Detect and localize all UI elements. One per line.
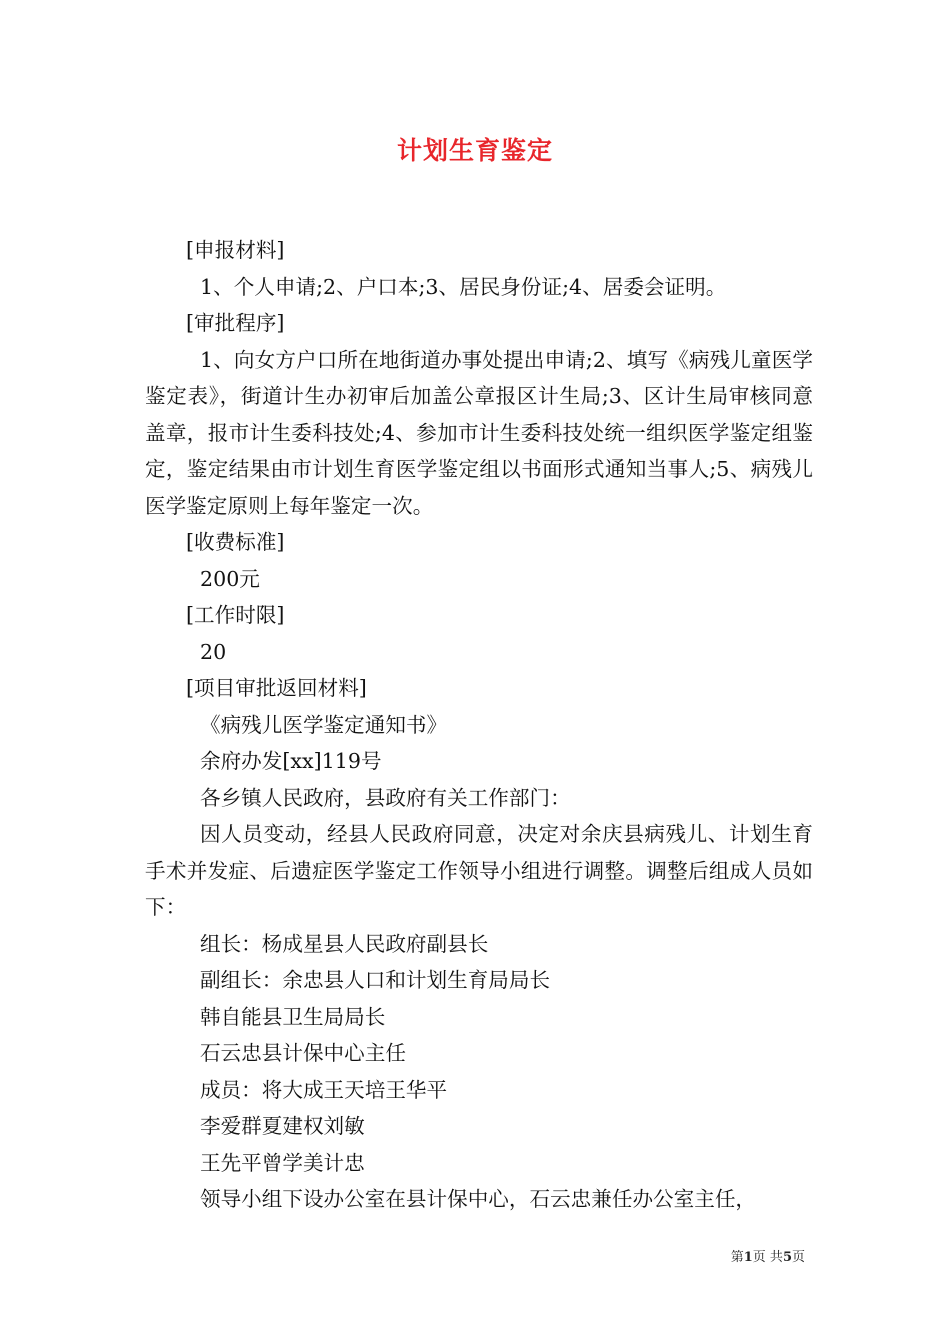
deputy-line-2: 韩自能县卫生局局长 bbox=[200, 1004, 386, 1029]
return-materials-value: 《病残儿医学鉴定通知书》 bbox=[200, 712, 448, 737]
leader-line: 组长：杨成星县人民政府副县长 bbox=[200, 931, 489, 956]
fee-value: 200元 bbox=[200, 566, 260, 591]
time-limit-value: 20 bbox=[200, 639, 227, 664]
members-line-3: 王先平曾学美计忠 bbox=[200, 1150, 365, 1175]
deputy-line-1: 副组长：余忠县人口和计划生育局局长 bbox=[200, 968, 551, 992]
footer-total-pages: 5 bbox=[782, 1250, 792, 1265]
section-heading-time-limit: [工作时限] bbox=[186, 603, 285, 627]
section-heading-fee: [收费标准] bbox=[186, 530, 285, 554]
section-heading-materials: [申报材料] bbox=[186, 238, 285, 262]
footer-page-number: 1 bbox=[743, 1250, 753, 1265]
deputy-line-3: 石云忠县计保中心主任 bbox=[200, 1041, 406, 1065]
document-body bbox=[145, 232, 813, 1218]
notice-body: 因人员变动，经县人民政府同意，决定对余庆县病残儿、计划生育手术并发症、后遗症医学鉴定工作领导小组进行调整。调整后组成人员如下： bbox=[145, 822, 813, 919]
footer-middle: 页 共 bbox=[752, 1250, 783, 1265]
footer-suffix: 页 bbox=[791, 1250, 805, 1265]
procedure-text: 1、向女方户口所在地街道办事处提出申请;2、填写《病残儿童医学鉴定表》，街道计生办初审后加盖公章报区计生局;3、区计生局审核同意盖章，报市计生委科技处;4、参加市计生委科技处统一组织医学鉴定组鉴定，鉴定结果由市计划生育医学鉴定组以书面形式通知当事人;5、病残儿医学鉴定原则上每年鉴定一次。 bbox=[145, 347, 813, 518]
footer-prefix: 第 bbox=[730, 1250, 744, 1265]
notice-recipients: 各乡镇人民政府，县政府有关工作部门： bbox=[200, 785, 571, 810]
section-heading-procedure: [审批程序] bbox=[186, 311, 285, 335]
page-footer bbox=[731, 1246, 805, 1265]
office-line: 领导小组下设办公室在县计保中心，石云忠兼任办公室主任， bbox=[200, 1187, 757, 1211]
notice-doc-number: 余府办发[xx]119号 bbox=[200, 749, 382, 773]
document-title: 计划生育鉴定 bbox=[396, 136, 553, 165]
members-line-2: 李爱群夏建权刘敏 bbox=[200, 1114, 365, 1138]
members-line-1: 成员：将大成王天培王华平 bbox=[200, 1077, 448, 1102]
section-heading-return-materials: [项目审批返回材料] bbox=[186, 676, 367, 700]
materials-text: 1、个人申请;2、户口本;3、居民身份证;4、居委会证明。 bbox=[200, 274, 727, 299]
